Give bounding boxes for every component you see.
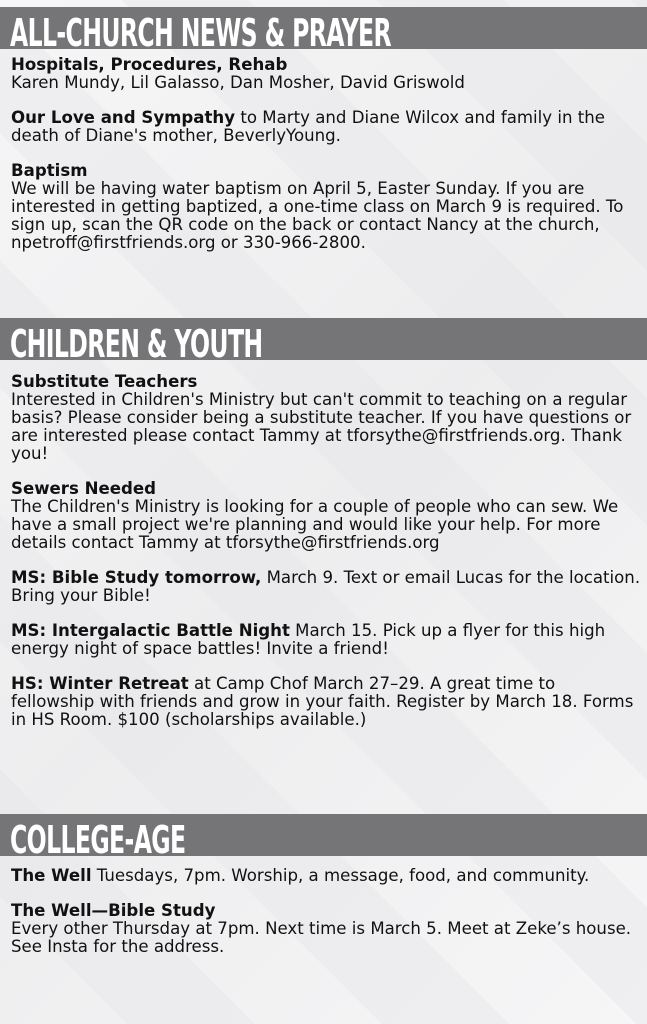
section-title: COLLEGE-AGE: [10, 818, 186, 862]
section-children-youth: [11, 373, 643, 746]
item-body: Every other Thursday at 7pm. Next time is March 5. Meet at Zeke’s house. See Insta for the address.: [11, 919, 632, 956]
item-body: Karen Mundy, Lil Galasso, Dan Mosher, David Griswold: [11, 73, 465, 92]
item-body: March 15. Pick up a flyer for this high energy night of space battles! Invite a friend!: [11, 621, 606, 658]
section-news-prayer: [11, 56, 643, 269]
news-item-the-well: [11, 867, 643, 885]
item-body: to Marty and Diane Wilcox and family in the death of Diane's mother, BeverlyYoung.: [11, 108, 605, 145]
section-title: CHILDREN & YOUTH: [10, 322, 263, 366]
section-header-children-youth: [0, 318, 647, 366]
news-item-baptism: [11, 162, 643, 252]
item-body: The Children's Ministry is looking for a couple of people who can sew. We have a small project we're planning and would like your help. For more details contact Tammy at tforsythe@firstfriends.org: [11, 497, 619, 552]
item-title: MS: Bible Study tomorrow,: [11, 568, 262, 587]
news-item-the-well-bible-study: [11, 902, 643, 956]
item-title: HS: Winter Retreat: [11, 674, 189, 693]
news-item-substitute-teachers: [11, 373, 643, 463]
item-title: The Well: [11, 866, 92, 885]
news-item-ms-battle-night: [11, 622, 643, 658]
section-header-news: [0, 7, 647, 55]
item-body: at Camp Chof March 27–29. A great time to fellowship with friends and grow in your faith. Register by March 18. Forms in HS Room. $100 (scholarships available.): [11, 674, 634, 729]
item-title: Our Love and Sympathy: [11, 108, 236, 127]
item-body: March 9. Text or email Lucas for the location. Bring your Bible!: [11, 568, 641, 605]
item-title: Sewers Needed: [11, 479, 157, 498]
item-title: MS: Intergalactic Battle Night: [11, 621, 290, 640]
section-title: ALL-CHURCH NEWS & PRAYER: [10, 11, 392, 55]
item-title: The Well—Bible Study: [11, 901, 216, 920]
item-title: Baptism: [11, 161, 88, 180]
news-item-hospitals: [11, 56, 643, 92]
news-item-sewers-needed: [11, 480, 643, 552]
news-item-ms-bible-study: [11, 569, 643, 605]
item-title: Substitute Teachers: [11, 372, 198, 391]
item-title: Hospitals, Procedures, Rehab: [11, 55, 288, 74]
item-body: Interested in Children's Ministry but can't commit to teaching on a regular basis? Please consider being a substitute teacher. If you have questions or are interested please contact Tammy at tforsythe@firstfriends.org. Thank you!: [11, 390, 632, 463]
news-item-sympathy: [11, 109, 643, 145]
news-item-hs-winter-retreat: [11, 675, 643, 729]
section-header-college-age: [0, 814, 647, 862]
section-college-age: [11, 867, 643, 973]
item-body: We will be having water baptism on April 5, Easter Sunday. If you are interested in getting baptized, a one-time class on March 9 is required. To sign up, scan the QR code on the back or contact Nancy at the church, npetroff@firstfriends.org or 330-966-2800.: [11, 179, 624, 252]
item-body: Tuesdays, 7pm. Worship, a message, food, and community.: [91, 866, 590, 885]
